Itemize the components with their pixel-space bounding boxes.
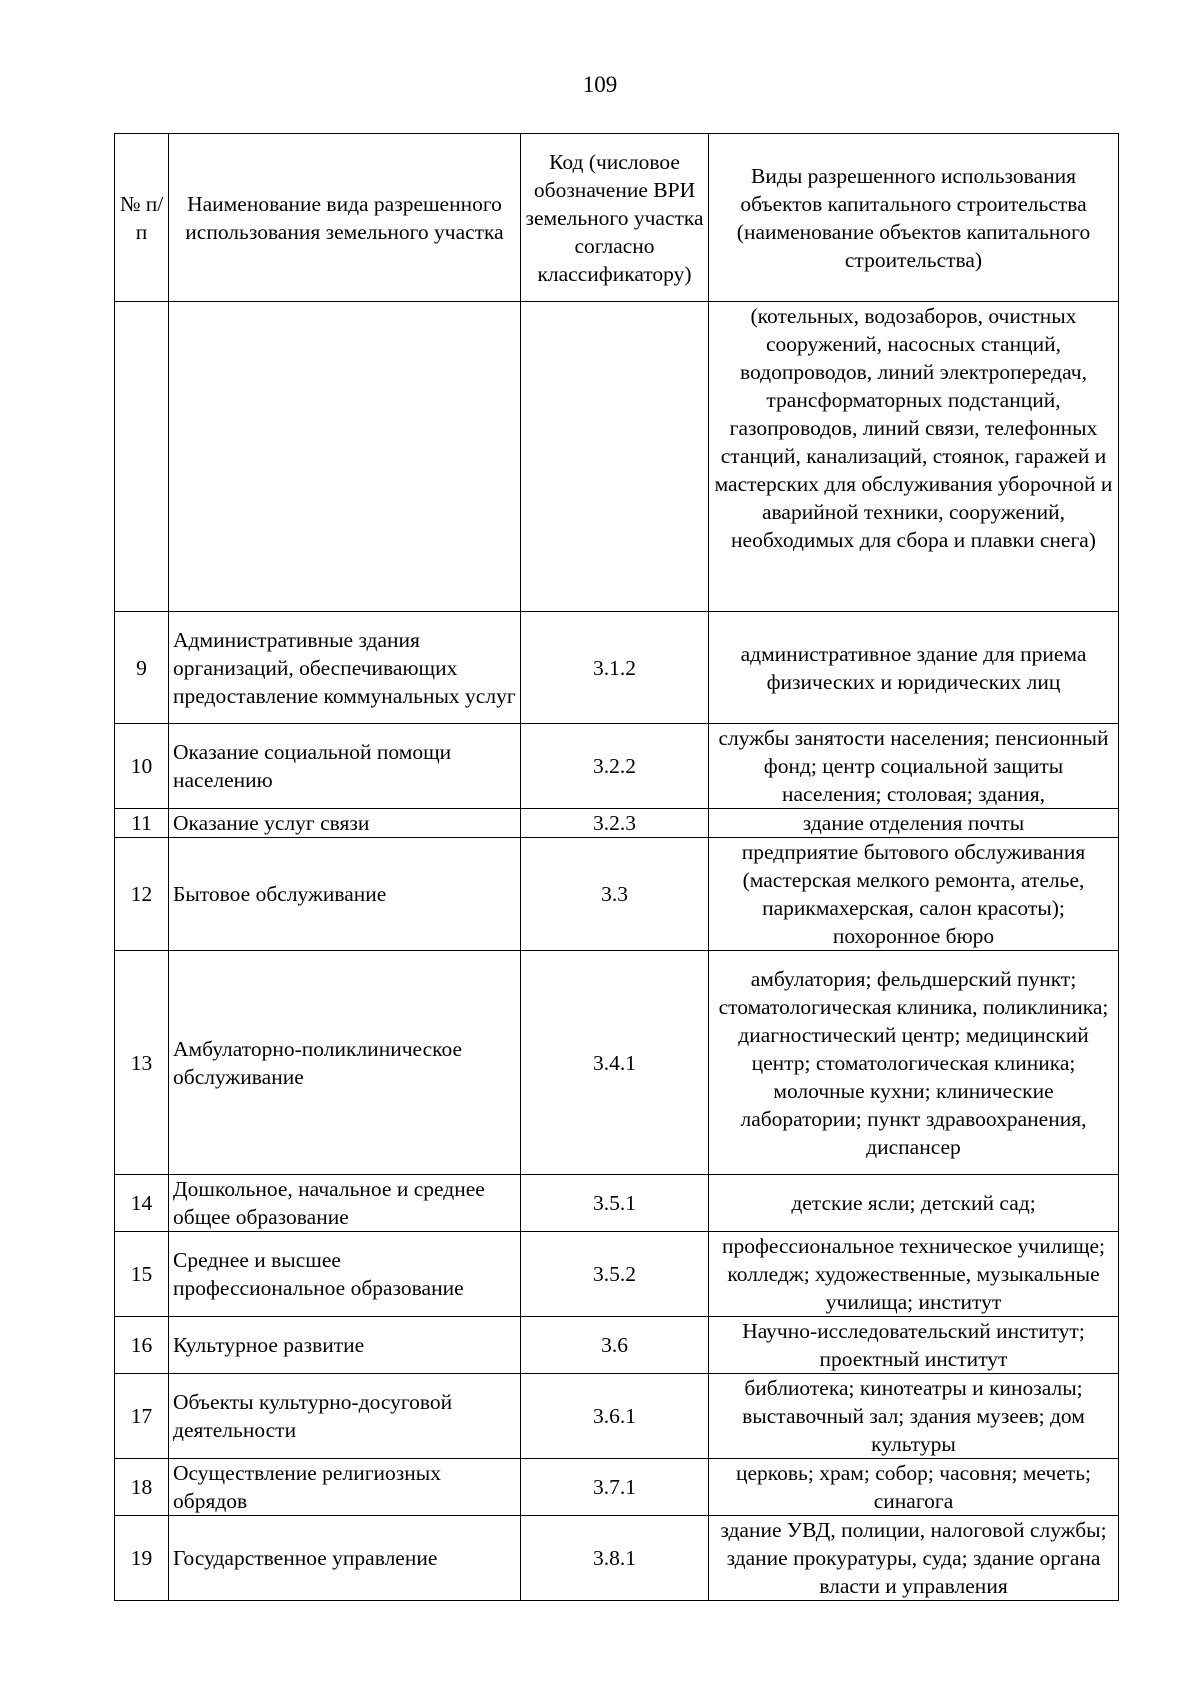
cell-objects: (котельных, водозаборов, очистных сооружений, насосных станций, водопроводов, линий электропередач, трансформаторных подстанций, газопроводов, линий связи, телефонных станций, канализаций, стоянок, гаражей и мастерских для обслуживания уборочной и аварийной техники, сооружений, необходимых для сбора и плавки снега) (709, 302, 1119, 612)
cell-code: 3.2.2 (521, 724, 709, 809)
cell-num: 19 (115, 1516, 169, 1601)
cell-objects: церковь; храм; собор; часовня; мечеть; синагога (709, 1459, 1119, 1516)
cell-name: Дошкольное, начальное и среднее общее образование (169, 1175, 521, 1232)
cell-num: 12 (115, 838, 169, 951)
table-row (115, 1232, 1119, 1317)
header-name: Наименование вида разрешенного использования земельного участка (169, 134, 521, 302)
cell-code: 3.5.1 (521, 1175, 709, 1232)
table-row (115, 809, 1119, 838)
cell-objects: административное здание для приема физических и юридических лиц (709, 612, 1119, 724)
cell-name: Административные здания организаций, обеспечивающих предоставление коммунальных услуг (169, 612, 521, 724)
cell-name: Государственное управление (169, 1516, 521, 1601)
table-row (115, 724, 1119, 809)
cell-num: 16 (115, 1317, 169, 1374)
table-row-continuation (115, 302, 1119, 612)
cell-name: Осуществление религиозных обрядов (169, 1459, 521, 1516)
cell-num: 13 (115, 951, 169, 1175)
cell-num: 11 (115, 809, 169, 838)
cell-objects: библиотека; кинотеатры и кинозалы; выставочный зал; здания музеев; дом культуры (709, 1374, 1119, 1459)
cell-num: 10 (115, 724, 169, 809)
cell-objects: здание отделения почты (709, 809, 1119, 838)
table-row (115, 1459, 1119, 1516)
cell-num: 14 (115, 1175, 169, 1232)
cell-code (521, 302, 709, 612)
cell-code: 3.8.1 (521, 1516, 709, 1601)
cell-objects: Научно-исследовательский институт; проектный институт (709, 1317, 1119, 1374)
cell-name: Амбулаторно-поликлиническое обслуживание (169, 951, 521, 1175)
cell-code: 3.6 (521, 1317, 709, 1374)
cell-objects: службы занятости населения; пенсионный фонд; центр социальной защиты населения; столовая; здания, (709, 724, 1119, 809)
cell-num: 17 (115, 1374, 169, 1459)
cell-code: 3.7.1 (521, 1459, 709, 1516)
cell-objects: предприятие бытового обслуживания (мастерская мелкого ремонта, ателье, парикмахерская, салон красоты); похоронное бюро (709, 838, 1119, 951)
header-objects: Виды разрешенного использования объектов капитального строительства (наименование объектов капитального строительства) (709, 134, 1119, 302)
cell-objects: амбулатория; фельдшерский пункт; стоматологическая клиника, поликлиника; диагностический центр; медицинский центр; стоматологическая клиника; молочные кухни; клинические лаборатории; пункт здравоохранения, диспансер (709, 951, 1119, 1175)
table-row (115, 951, 1119, 1175)
header-code: Код (числовое обозначение ВРИ земельного участка согласно классификатору) (521, 134, 709, 302)
cell-num: 9 (115, 612, 169, 724)
page-number: 109 (582, 72, 618, 97)
table-row (115, 1516, 1119, 1601)
table-row (115, 1175, 1119, 1232)
table-row (115, 838, 1119, 951)
cell-num (115, 302, 169, 612)
table-row (115, 1374, 1119, 1459)
cell-objects: здание УВД, полиции, налоговой службы; здание прокуратуры, суда; здание органа власти и управления (709, 1516, 1119, 1601)
table-row (115, 1317, 1119, 1374)
cell-name: Среднее и высшее профессиональное образование (169, 1232, 521, 1317)
cell-code: 3.6.1 (521, 1374, 709, 1459)
land-use-table (114, 133, 1119, 1601)
cell-num: 15 (115, 1232, 169, 1317)
cell-num: 18 (115, 1459, 169, 1516)
table-header-row (115, 134, 1119, 302)
cell-name: Оказание социальной помощи населению (169, 724, 521, 809)
cell-code: 3.4.1 (521, 951, 709, 1175)
cell-name: Бытовое обслуживание (169, 838, 521, 951)
cell-code: 3.1.2 (521, 612, 709, 724)
cell-code: 3.2.3 (521, 809, 709, 838)
cell-objects: детские ясли; детский сад; (709, 1175, 1119, 1232)
cell-objects: профессиональное техническое училище; колледж; художественные, музыкальные училища; институт (709, 1232, 1119, 1317)
cell-name (169, 302, 521, 612)
cell-name: Культурное развитие (169, 1317, 521, 1374)
cell-code: 3.5.2 (521, 1232, 709, 1317)
table-row (115, 612, 1119, 724)
header-num: № п/п (115, 134, 169, 302)
cell-code: 3.3 (521, 838, 709, 951)
cell-name: Объекты культурно-досуговой деятельности (169, 1374, 521, 1459)
cell-name: Оказание услуг связи (169, 809, 521, 838)
